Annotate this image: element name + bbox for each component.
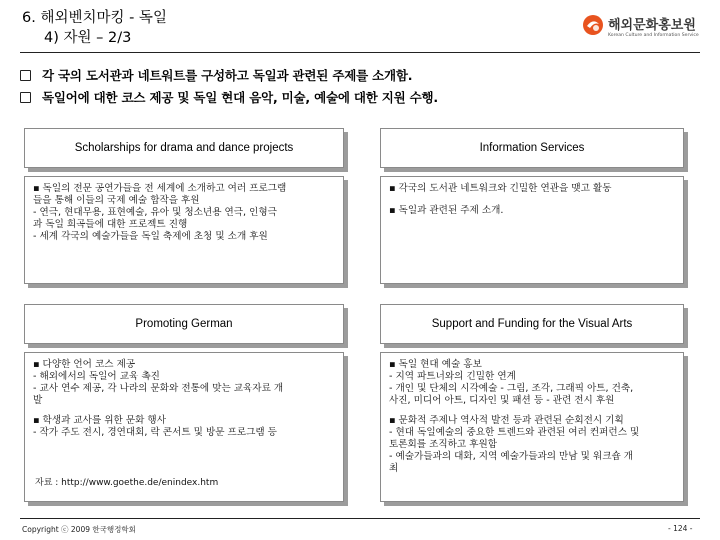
logo-subtitle: Korean Culture and Information Service xyxy=(608,33,699,38)
source-citation: 자료 : http://www.goethe.de/enindex.htm xyxy=(35,478,219,488)
panel-body xyxy=(380,352,684,502)
panel-paragraph: ▪ 독일의 전문 공연가들을 전 세계에 소개하고 여러 프로그램 들을 통해 이들의 국제 예술 합작을 후원 - 연극, 현대무용, 표현예술, 유아 및 청소년용 연극, 인형극 과 독일 희곡들에 대한 프로젝트 진행 - 세계 각국의 예술가들을 독일 축제에 초청 및 소개 후원 xyxy=(33,183,287,242)
panel-paragraph: ▪ 학생과 교사를 위한 문화 행사 - 작가 주도 전시, 경연대회, 락 콘서트 및 방문 프로그램 등 xyxy=(33,415,277,438)
panel-title: Promoting German xyxy=(24,304,344,344)
kocis-logo xyxy=(582,12,712,44)
summary-bullet xyxy=(20,64,710,86)
panel-body xyxy=(24,176,344,284)
panel-paragraph: ▪ 독일 현대 예술 홍보 - 지역 파트너와의 긴밀한 연계 - 개인 및 단체의 시각예술 - 그림, 조각, 그래픽 아트, 건축, 사진, 미디어 아트, 디자인 및 패션 등 - 관련 전시 후원 xyxy=(389,359,634,406)
panel-scholarships xyxy=(24,128,344,286)
panel-body xyxy=(24,352,344,502)
checkbox-bullet-icon xyxy=(20,92,31,103)
page-title xyxy=(22,8,167,48)
page-subtitle: 4) 자원 – 2/3 xyxy=(44,30,132,46)
panel-title: Scholarships for drama and dance projects xyxy=(24,128,344,168)
footer-rule xyxy=(20,518,700,519)
panel-title: Support and Funding for the Visual Arts xyxy=(380,304,684,344)
panel-promoting-german xyxy=(24,304,344,504)
summary-bullet-text: 독일어에 대한 코스 제공 및 독일 현대 음악, 미술, 예술에 대한 지원 수행. xyxy=(42,90,438,105)
header-rule xyxy=(20,52,700,53)
panel-title: Information Services xyxy=(380,128,684,168)
footer-copyright: Copyright ⓒ 2009 한국행정학회 xyxy=(22,525,136,534)
panel-body xyxy=(380,176,684,284)
logo-name: 해외문화홍보원 xyxy=(608,18,696,33)
checkbox-bullet-icon xyxy=(20,70,31,81)
page-title-line1: 6. 해외벤치마킹 - 독일 xyxy=(22,10,167,26)
panel-paragraph: ▪ 독일과 관련된 주제 소개. xyxy=(389,205,504,216)
summary-bullet-text: 각 국의 도서관과 네트워트를 구성하고 독일과 관련된 주제를 소개함. xyxy=(42,68,413,83)
panel-information-services xyxy=(380,128,684,286)
summary-bullets xyxy=(20,64,710,108)
footer-page-number: - 124 - xyxy=(668,524,693,533)
panel-paragraph: ▪ 다양한 언어 코스 제공 - 해외에서의 독일어 교육 촉진 - 교사 연수 제공, 각 나라의 문화와 전통에 맞는 교육자료 개 발 xyxy=(33,359,284,406)
panel-paragraph: ▪ 각국의 도서관 네트워크와 긴밀한 연관을 맺고 활동 xyxy=(389,183,612,194)
kocis-logo-mark-icon xyxy=(582,14,604,36)
panel-paragraph: ▪ 문화적 주제나 역사적 발전 등과 관련된 순회전시 기획 - 현대 독일예술의 중요한 트렌드와 관련된 여러 컨퍼런스 및 토론회를 조직하고 후원함 - 예술가들과의 대화, 지역 예술가들과의 만남 및 워크숍 개 최 xyxy=(389,415,640,474)
panel-visual-arts xyxy=(380,304,684,504)
summary-bullet xyxy=(20,86,710,108)
